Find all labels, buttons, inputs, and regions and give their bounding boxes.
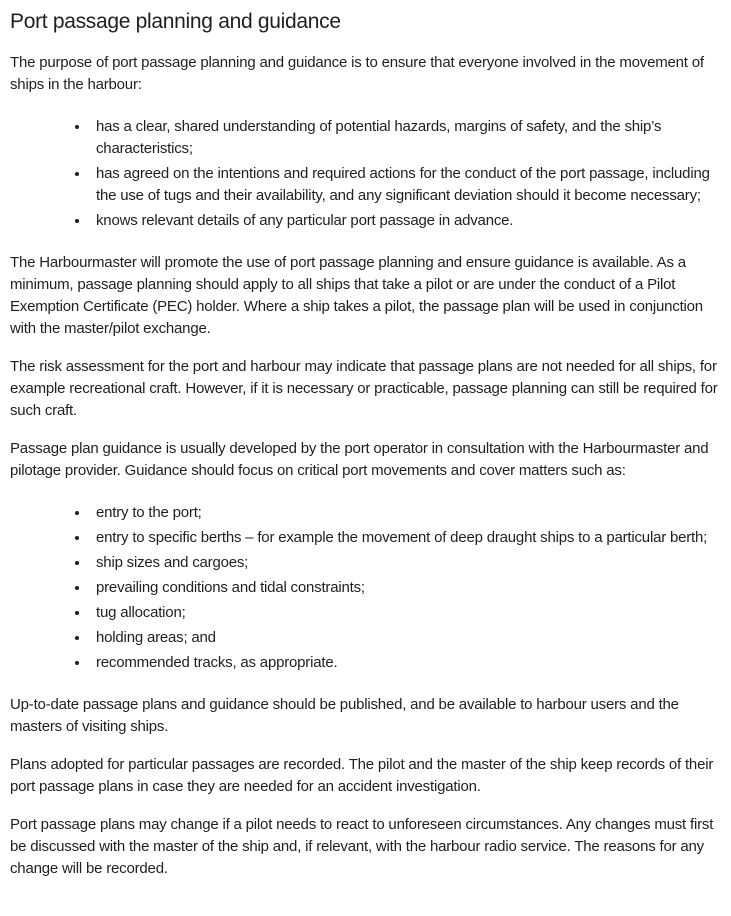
guidance-list-item: • entry to specific berths – for example the movement of deep draught ships to a particular berth; xyxy=(90,527,721,549)
paragraph-guidance-development: Passage plan guidance is usually developed by the port operator in consultation with the Harbourmaster and pilotage provider. Guidance should focus on critical port movements and cover matters such as: xyxy=(10,440,709,479)
paragraph-harbourmaster: The Harbourmaster will promote the use of port passage planning and ensure guidance is available. As a minimum, passage planning should apply to all ships that take a pilot or are under the conduct of a Pilot Exemption Certificate (PEC) holder. Where a ship takes a pilot, the passage plan will be used in conjunction with the master/pilot exchange. xyxy=(10,254,703,337)
guidance-list-item: • tug allocation; xyxy=(90,602,721,624)
guidance-bullet-list xyxy=(10,502,721,674)
page-title: Port passage planning and guidance xyxy=(10,10,341,33)
purpose-list-item: • knows relevant details of any particular port passage in advance. xyxy=(90,210,721,232)
guidance-list-item: • entry to the port; xyxy=(90,502,721,524)
guidance-list-item: • holding areas; and xyxy=(90,627,721,649)
paragraph-publication: Up-to-date passage plans and guidance should be published, and be available to harbour users and the masters of visiting ships. xyxy=(10,696,679,735)
paragraph-changes: Port passage plans may change if a pilot needs to react to unforeseen circumstances. Any changes must first be discussed with the master of the ship and, if relevant, with the harbour radio service. The reasons for any change will be recorded. xyxy=(10,816,714,877)
paragraph-intro: The purpose of port passage planning and guidance is to ensure that everyone involved in the movement of ships in the harbour: xyxy=(10,54,704,93)
purpose-bullet-list xyxy=(10,116,721,232)
purpose-list-item: • has agreed on the intentions and required actions for the conduct of the port passage, including the use of tugs and their availability, and any significant deviation should it become necessary; xyxy=(90,163,721,207)
paragraph-records: Plans adopted for particular passages are recorded. The pilot and the master of the ship keep records of their port passage plans in case they are needed for an accident investigation. xyxy=(10,756,714,795)
guidance-list-item: • prevailing conditions and tidal constraints; xyxy=(90,577,721,599)
paragraph-risk-assessment: The risk assessment for the port and harbour may indicate that passage plans are not needed for all ships, for example recreational craft. However, if it is necessary or practicable, passage planning can still be required for such craft. xyxy=(10,358,718,419)
purpose-list-item: • has a clear, shared understanding of potential hazards, margins of safety, and the ship’s characteristics; xyxy=(90,116,721,160)
guidance-list-item: • recommended tracks, as appropriate. xyxy=(90,652,721,674)
guidance-list-item: • ship sizes and cargoes; xyxy=(90,552,721,574)
